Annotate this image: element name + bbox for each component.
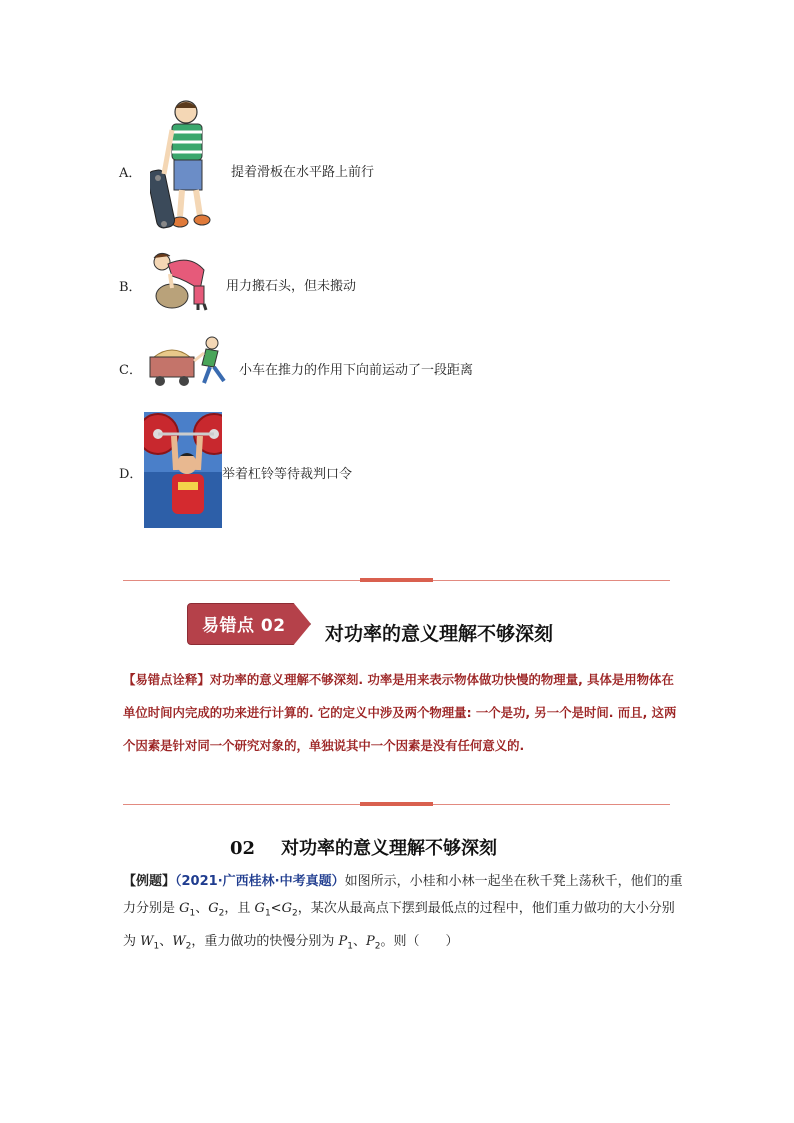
option-a-letter: A．: [119, 166, 142, 181]
section-number: 02: [230, 838, 256, 859]
option-d-letter: D．: [119, 467, 143, 482]
sub-2: 2: [218, 908, 225, 919]
var-w: W: [172, 933, 186, 949]
var-w: W: [140, 933, 154, 949]
sub-1: 1: [347, 941, 353, 952]
divider-bottom-accent: [360, 802, 433, 806]
sep: 、: [195, 901, 209, 916]
section-title-text: 对功率的意义理解不够深刻: [281, 838, 498, 859]
error-point-heading: 对功率的意义理解不够深刻: [325, 623, 554, 645]
example-question: [123, 868, 683, 960]
var-p: P: [366, 933, 375, 949]
sub-1: 1: [189, 908, 196, 919]
sub-1: 1: [264, 908, 271, 919]
example-source: （2021·广西桂林·中考真题）: [175, 874, 345, 889]
error-explanation-label: 【易错点诠释】: [123, 672, 210, 687]
example-text-part-3: ，某次从最高点下摆到最低点的过程中，他们重力做功的大小分别为: [123, 901, 675, 949]
option-c-letter: C．: [119, 363, 142, 378]
example-label: 【例题】: [123, 874, 176, 889]
person-lifting-stone-illustration: [150, 250, 216, 312]
example-text-part-1: 如图所示，小桂和小林一起坐在秋千凳上荡秋千，他们的重力分别是: [123, 874, 683, 916]
sep: 、: [353, 933, 367, 949]
var-g: G: [254, 901, 265, 916]
option-b-text: 用力搬石头，但未搬动: [226, 279, 357, 294]
option-c-text: 小车在推力的作用下向前运动了一段距离: [239, 363, 474, 378]
less-than: <: [270, 901, 282, 916]
person-pushing-cart-illustration: [146, 335, 238, 387]
var-p: P: [338, 933, 348, 949]
sub-1: 1: [153, 941, 160, 952]
example-text-part-2: ，且: [224, 901, 255, 916]
option-d-text: 举着杠铃等待裁判口令: [222, 467, 353, 482]
example-text-part-5: 。则（ ）: [380, 933, 459, 949]
var-g: G: [208, 901, 219, 916]
option-a-text: 提着滑板在水平路上前行: [231, 165, 375, 180]
sub-2: 2: [374, 941, 381, 952]
weightlifter-photo: [144, 412, 222, 528]
var-g: G: [281, 901, 292, 916]
boy-with-skateboard-illustration: [150, 98, 214, 238]
example-text-part-4: ，重力做功的快慢分别为: [191, 933, 339, 949]
error-explanation-text: 对功率的意义理解不够深刻. 功率是用来表示物体做功快慢的物理量, 具体是用物体在单位时间内完成的功来进行计算的. 它的定义中涉及两个物理量: 一个是功, 另一个是时间. 而且, 这两个因素是针对同一个研究对象的，单独说其中一个因素是没有任何意义的.: [123, 672, 677, 753]
divider-top-accent: [360, 578, 433, 582]
error-explanation: [123, 663, 679, 762]
sub-2: 2: [291, 908, 298, 919]
sep: 、: [159, 933, 173, 949]
error-point-tag-label: 易错点 02: [202, 616, 286, 636]
option-b-letter: B．: [119, 280, 142, 295]
sub-2: 2: [185, 941, 192, 952]
section-title: [230, 834, 497, 860]
var-g: G: [179, 901, 190, 916]
